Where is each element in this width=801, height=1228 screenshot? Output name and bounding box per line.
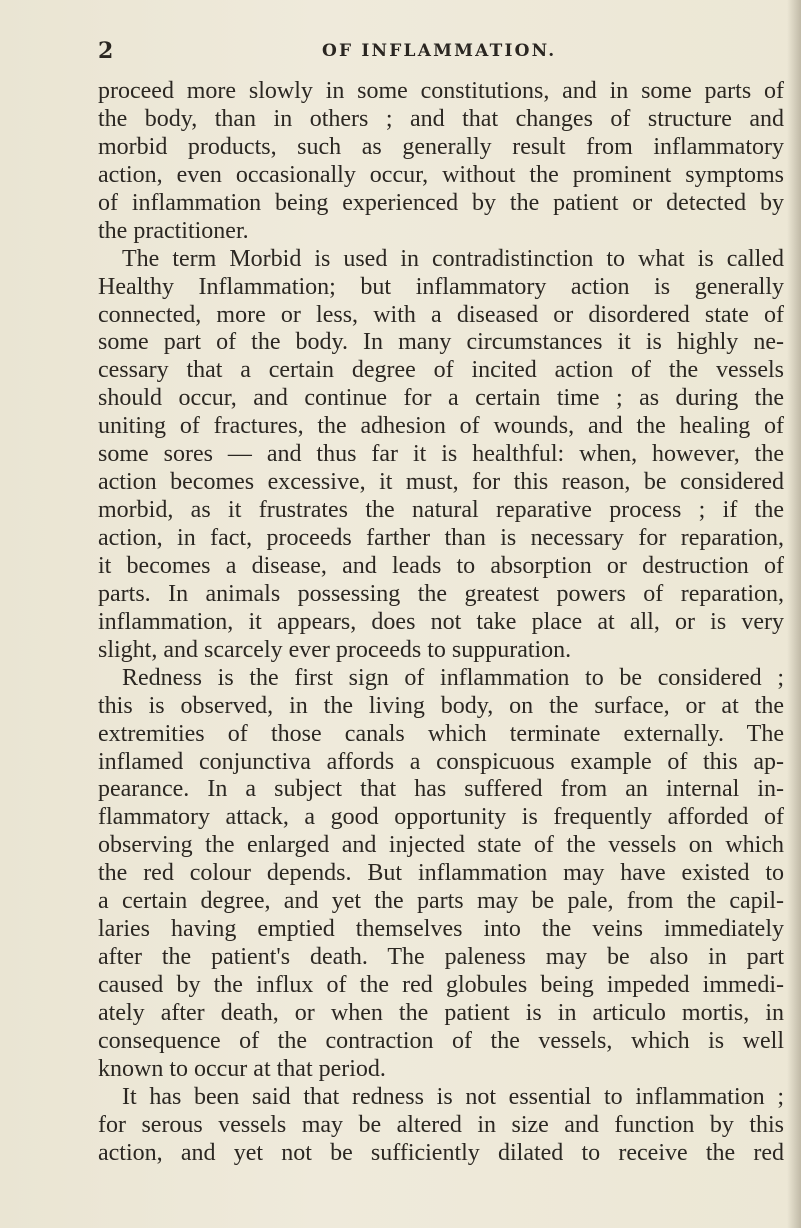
text-line: proceed more slowly in some constitutions, and in some parts of — [98, 78, 784, 104]
text-line: should occur, and continue for a certain time ; as during the — [98, 385, 784, 412]
text-line: parts. In animals possessing the greatest powers of reparation, — [98, 580, 784, 607]
text-line: laries having emptied themselves into the veins immediately — [98, 916, 784, 943]
text-line: for serous vessels may be altered in size and function by this — [98, 1111, 784, 1138]
text-line: extremities of those canals which terminate externally. The — [98, 720, 784, 747]
text-line: pearance. In a subject that has suffered from an internal in- — [98, 776, 784, 803]
text-line: known to occur at that period. — [98, 1055, 386, 1082]
text-line: uniting of fractures, the adhesion of wounds, and the healing of — [98, 413, 784, 440]
text-line: flammatory attack, a good opportunity is frequently afforded of — [98, 804, 784, 831]
text-line: inflammation, it appears, does not take place at all, or is very — [98, 608, 784, 635]
text-line: It has been said that redness is not essential to inflammation ; — [122, 1083, 784, 1110]
text-line: Healthy Inflammation; but inflammatory action is generally — [98, 273, 784, 300]
text-line: action, in fact, proceeds farther than is necessary for reparation, — [98, 525, 784, 551]
text-line: consequence of the contraction of the vessels, which is well — [98, 1027, 784, 1054]
text-line: the body, than in others ; and that changes of structure and — [98, 105, 784, 132]
page-edge-shadow — [787, 0, 801, 1228]
text-line: connected, more or less, with a diseased or disordered state of — [98, 301, 784, 328]
text-line: ately after death, or when the patient is in articulo mortis, in — [98, 999, 784, 1026]
text-line: morbid, as it frustrates the natural reparative process ; if the — [98, 497, 784, 524]
page-header — [0, 38, 801, 64]
text-line: a certain degree, and yet the parts may be pale, from the capil- — [98, 888, 784, 915]
text-line: caused by the influx of the red globules being impeded immedi- — [98, 972, 784, 998]
text-line: some part of the body. In many circumstances it is highly ne- — [98, 329, 784, 356]
text-line: some sores — and thus far it is healthful: when, however, the — [98, 441, 784, 468]
text-line: the red colour depends. But inflammation may have existed to — [98, 860, 784, 887]
text-line: cessary that a certain degree of incited action of the vessels — [98, 357, 784, 384]
text-line: action, even occasionally occur, without the prominent symptoms — [98, 161, 784, 188]
text-line: The term Morbid is used in contradistinction to what is called — [122, 245, 784, 272]
text-line: action becomes excessive, it must, for this reason, be considered — [98, 469, 784, 496]
text-line: observing the enlarged and injected state of the vessels on which — [98, 832, 784, 859]
text-line: the practitioner. — [98, 217, 249, 244]
text-line: after the patient's death. The paleness may be also in part — [98, 944, 784, 971]
text-line: of inflammation being experienced by the patient or detected by — [98, 189, 784, 216]
text-line: inflamed conjunctiva affords a conspicuous example of this ap- — [98, 748, 784, 775]
text-line: action, and yet not be sufficiently dilated to receive the red — [98, 1139, 784, 1166]
running-head: OF INFLAMMATION. — [322, 41, 557, 61]
body-text — [98, 78, 784, 1168]
text-line: morbid products, such as generally result from inflammatory — [98, 133, 784, 160]
page-number: 2 — [98, 38, 114, 64]
text-line: slight, and scarcely ever proceeds to suppuration. — [98, 636, 572, 663]
text-line: Redness is the first sign of inflammation to be considered ; — [122, 664, 784, 691]
text-line: it becomes a disease, and leads to absorption or destruction of — [98, 552, 784, 579]
text-line: this is observed, in the living body, on the surface, or at the — [98, 692, 784, 719]
